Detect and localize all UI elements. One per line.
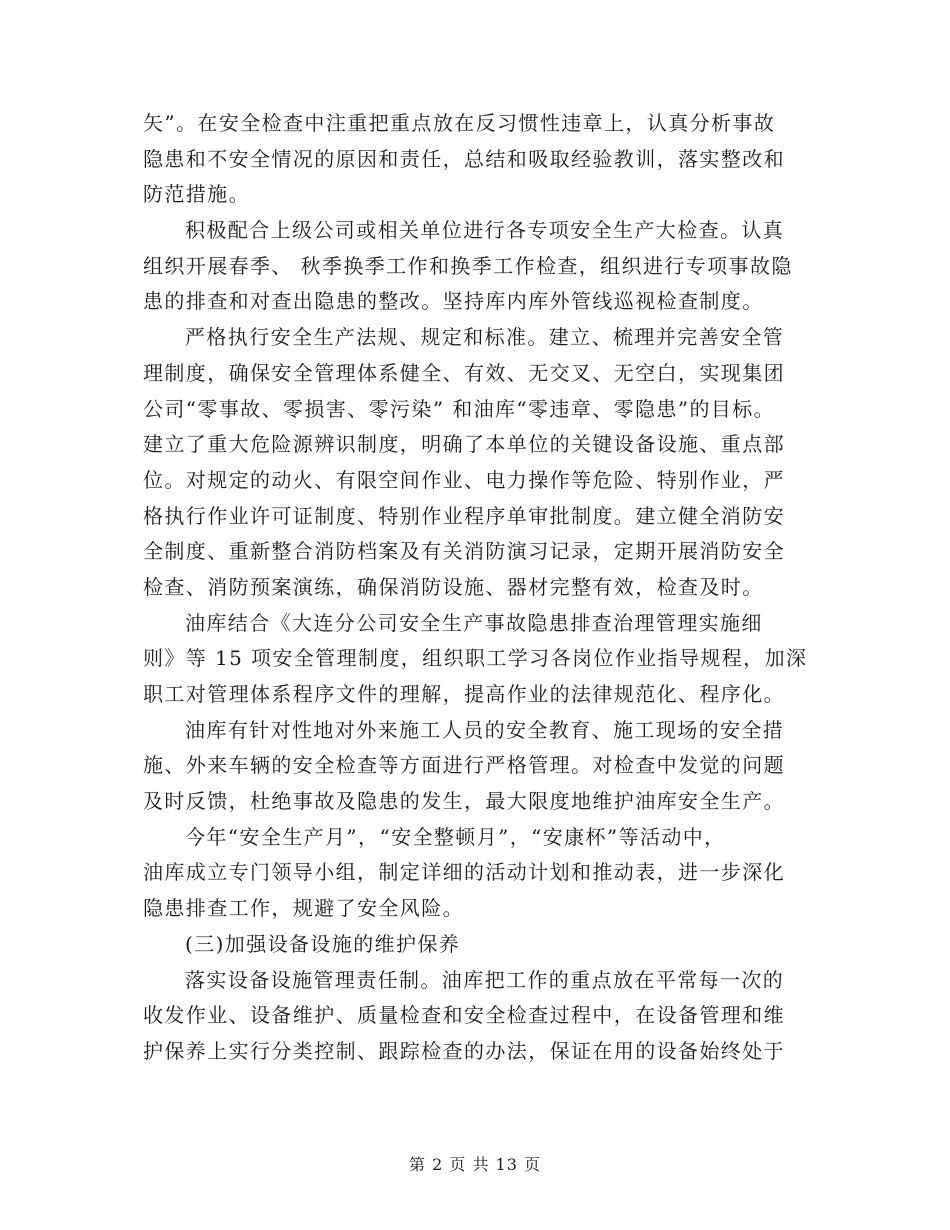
- text-line: 理制度，确保安全管理体系健全、有效、无交叉、无空白，实现集团: [143, 360, 785, 385]
- text-line: 则》等 15 项安全管理制度，组织职工学习各岗位作业指导规程，加深: [143, 646, 808, 671]
- text-line: 全制度、重新整合消防档案及有关消防演习记录，定期开展消防安全: [143, 539, 785, 564]
- text-line: 患的排查和对查出隐患的整改。坚持库内库外管线巡视检查制度。: [143, 289, 764, 314]
- text-line: 格执行作业许可证制度、特别作业程序单审批制度。建立健全消防安: [143, 503, 785, 528]
- text-line: 护保养上实行分类控制、跟踪检查的办法，保证在用的设备始终处于: [143, 1038, 785, 1063]
- text-line: 矢”。在安全检查中注重把重点放在反习惯性违章上，认真分析事故: [143, 111, 776, 135]
- footer-current-page: 2: [432, 1155, 444, 1174]
- footer-middle: 页 共: [449, 1155, 490, 1174]
- text-line: 公司“零事故、零损害、零污染” 和油库“零违章、零隐患”的目标。: [143, 396, 776, 421]
- section-heading: (三)加强设备设施的维护保养: [185, 931, 461, 956]
- text-line: 油库成立专门领导小组，制定详细的活动计划和推动表，进一步深化: [143, 860, 785, 885]
- footer-suffix: 页: [524, 1155, 542, 1174]
- text-line: 位。对规定的动火、有限空间作业、电力操作等危险、特别作业，严: [143, 467, 785, 492]
- text-line: 油库结合《大连分公司安全生产事故隐患排查治理管理实施细: [185, 610, 763, 635]
- page-footer: [0, 1152, 950, 1175]
- text-line: 及时反馈，杜绝事故及隐患的发生，最大限度地维护油库安全生产。: [143, 789, 785, 814]
- text-line: 收发作业、设备维护、质量检查和安全检查过程中，在设备管理和维: [143, 1003, 785, 1028]
- text-line: 施、外来车辆的安全检查等方面进行严格管理。对检查中发觉的问题: [143, 753, 785, 778]
- footer-prefix: 第: [408, 1155, 426, 1174]
- text-line: 隐患排查工作，规避了安全风险。: [143, 896, 464, 921]
- footer-total-pages: 13: [495, 1155, 518, 1174]
- text-line: 组织开展春季、 秋季换季工作和换季工作检查，组织进行专项事故隐: [143, 253, 793, 278]
- text-line: 今年“安全生产月”，“安全整顿月”，“安康杯”等活动中，: [185, 824, 726, 849]
- text-line: 防范措施。: [143, 182, 250, 207]
- body-text: [143, 106, 823, 1070]
- text-line: 积极配合上级公司或相关单位进行各专项安全生产大检查。认真: [185, 218, 785, 243]
- text-line: 油库有针对性地对外来施工人员的安全教育、施工现场的安全措: [185, 717, 785, 742]
- text-line: 隐患和不安全情况的原因和责任，总结和吸取经验教训，落实整改和: [143, 146, 785, 171]
- text-line: 落实设备设施管理责任制。油库把工作的重点放在平常每一次的: [185, 967, 785, 992]
- text-line: 职工对管理体系程序文件的理解，提高作业的法律规范化、程序化。: [143, 682, 785, 706]
- text-line: 检查、消防预案演练，确保消防设施、器材完整有效，检查及时。: [143, 574, 764, 599]
- text-line: 建立了重大危险源辨识制度，明确了本单位的关键设备设施、重点部: [143, 432, 785, 457]
- text-line: 严格执行安全生产法规、规定和标准。建立、梳理并完善安全管: [185, 325, 785, 350]
